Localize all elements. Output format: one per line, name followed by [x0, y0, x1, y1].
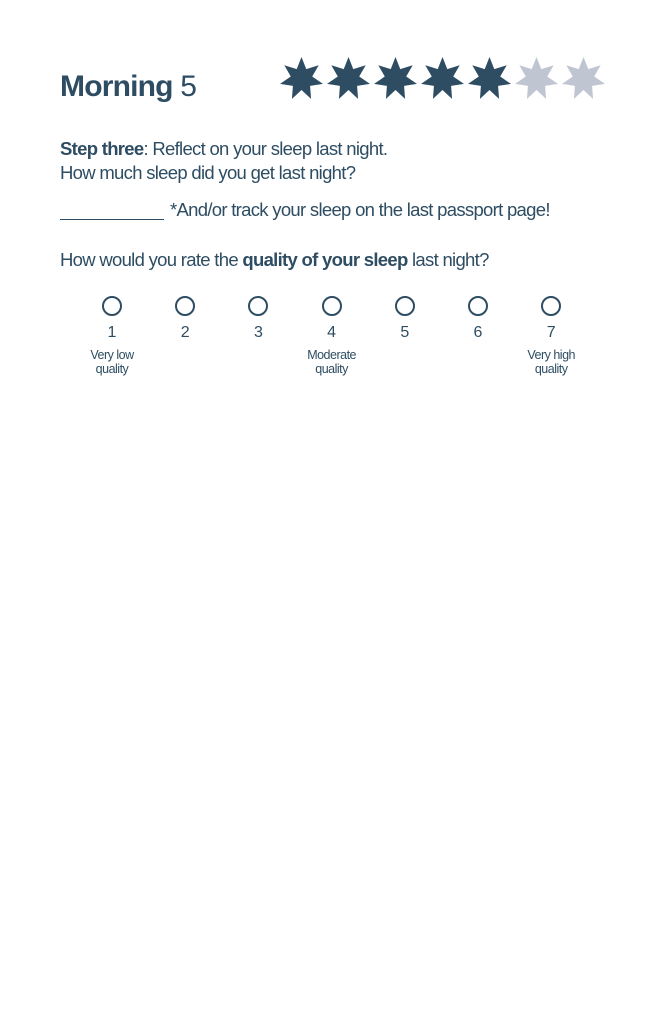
rating-number: 3: [253, 324, 263, 341]
rating-description: Moderate quality: [307, 348, 356, 376]
quality-suffix: last night?: [407, 249, 489, 270]
step-text: : Reflect on your sleep last night.: [143, 138, 388, 159]
rating-option-7[interactable]: [511, 296, 591, 376]
step-label: Step three: [60, 138, 144, 159]
step-heading: [60, 138, 387, 160]
rating-number: 2: [180, 324, 190, 341]
sleep-amount-row: [60, 199, 550, 221]
filled-star-icon: [280, 56, 323, 102]
rating-option-2[interactable]: [145, 296, 225, 342]
filled-star-icon: [327, 56, 370, 102]
quality-question: [60, 249, 489, 271]
rating-number: 1: [107, 324, 117, 341]
rating-radio-3[interactable]: [248, 296, 268, 316]
rating-number: 4: [327, 324, 337, 341]
rating-option-3[interactable]: [218, 296, 298, 342]
title-number: 5: [180, 70, 197, 103]
rating-description: Very high quality: [527, 348, 575, 376]
empty-star-icon: [515, 56, 558, 102]
rating-number: 5: [400, 324, 410, 341]
rating-radio-7[interactable]: [541, 296, 561, 316]
rating-option-4[interactable]: [292, 296, 372, 376]
filled-star-icon: [421, 56, 464, 102]
rating-description: Very low quality: [90, 348, 134, 376]
rating-radio-6[interactable]: [468, 296, 488, 316]
filled-star-icon: [374, 56, 417, 102]
rating-option-5[interactable]: [365, 296, 445, 342]
quality-emphasis: quality of your sleep: [242, 249, 408, 270]
empty-star-icon: [562, 56, 605, 102]
quality-prefix: How would you rate the: [60, 249, 243, 270]
progress-stars: [280, 56, 605, 102]
rating-radio-1[interactable]: [102, 296, 122, 316]
page-title: [60, 70, 196, 104]
title-label: Morning: [60, 70, 173, 103]
rating-radio-2[interactable]: [175, 296, 195, 316]
rating-number: 6: [473, 324, 483, 341]
rating-option-1[interactable]: [72, 296, 152, 376]
rating-radio-5[interactable]: [395, 296, 415, 316]
filled-star-icon: [468, 56, 511, 102]
sleep-amount-question: How much sleep did you get last night?: [60, 162, 356, 183]
quality-rating-scale: [0, 296, 663, 396]
track-note: *And/or track your sleep on the last passport page!: [170, 199, 550, 220]
sleep-amount-blank[interactable]: [60, 201, 164, 220]
rating-number: 7: [546, 324, 556, 341]
rating-radio-4[interactable]: [322, 296, 342, 316]
rating-option-6[interactable]: [438, 296, 518, 342]
